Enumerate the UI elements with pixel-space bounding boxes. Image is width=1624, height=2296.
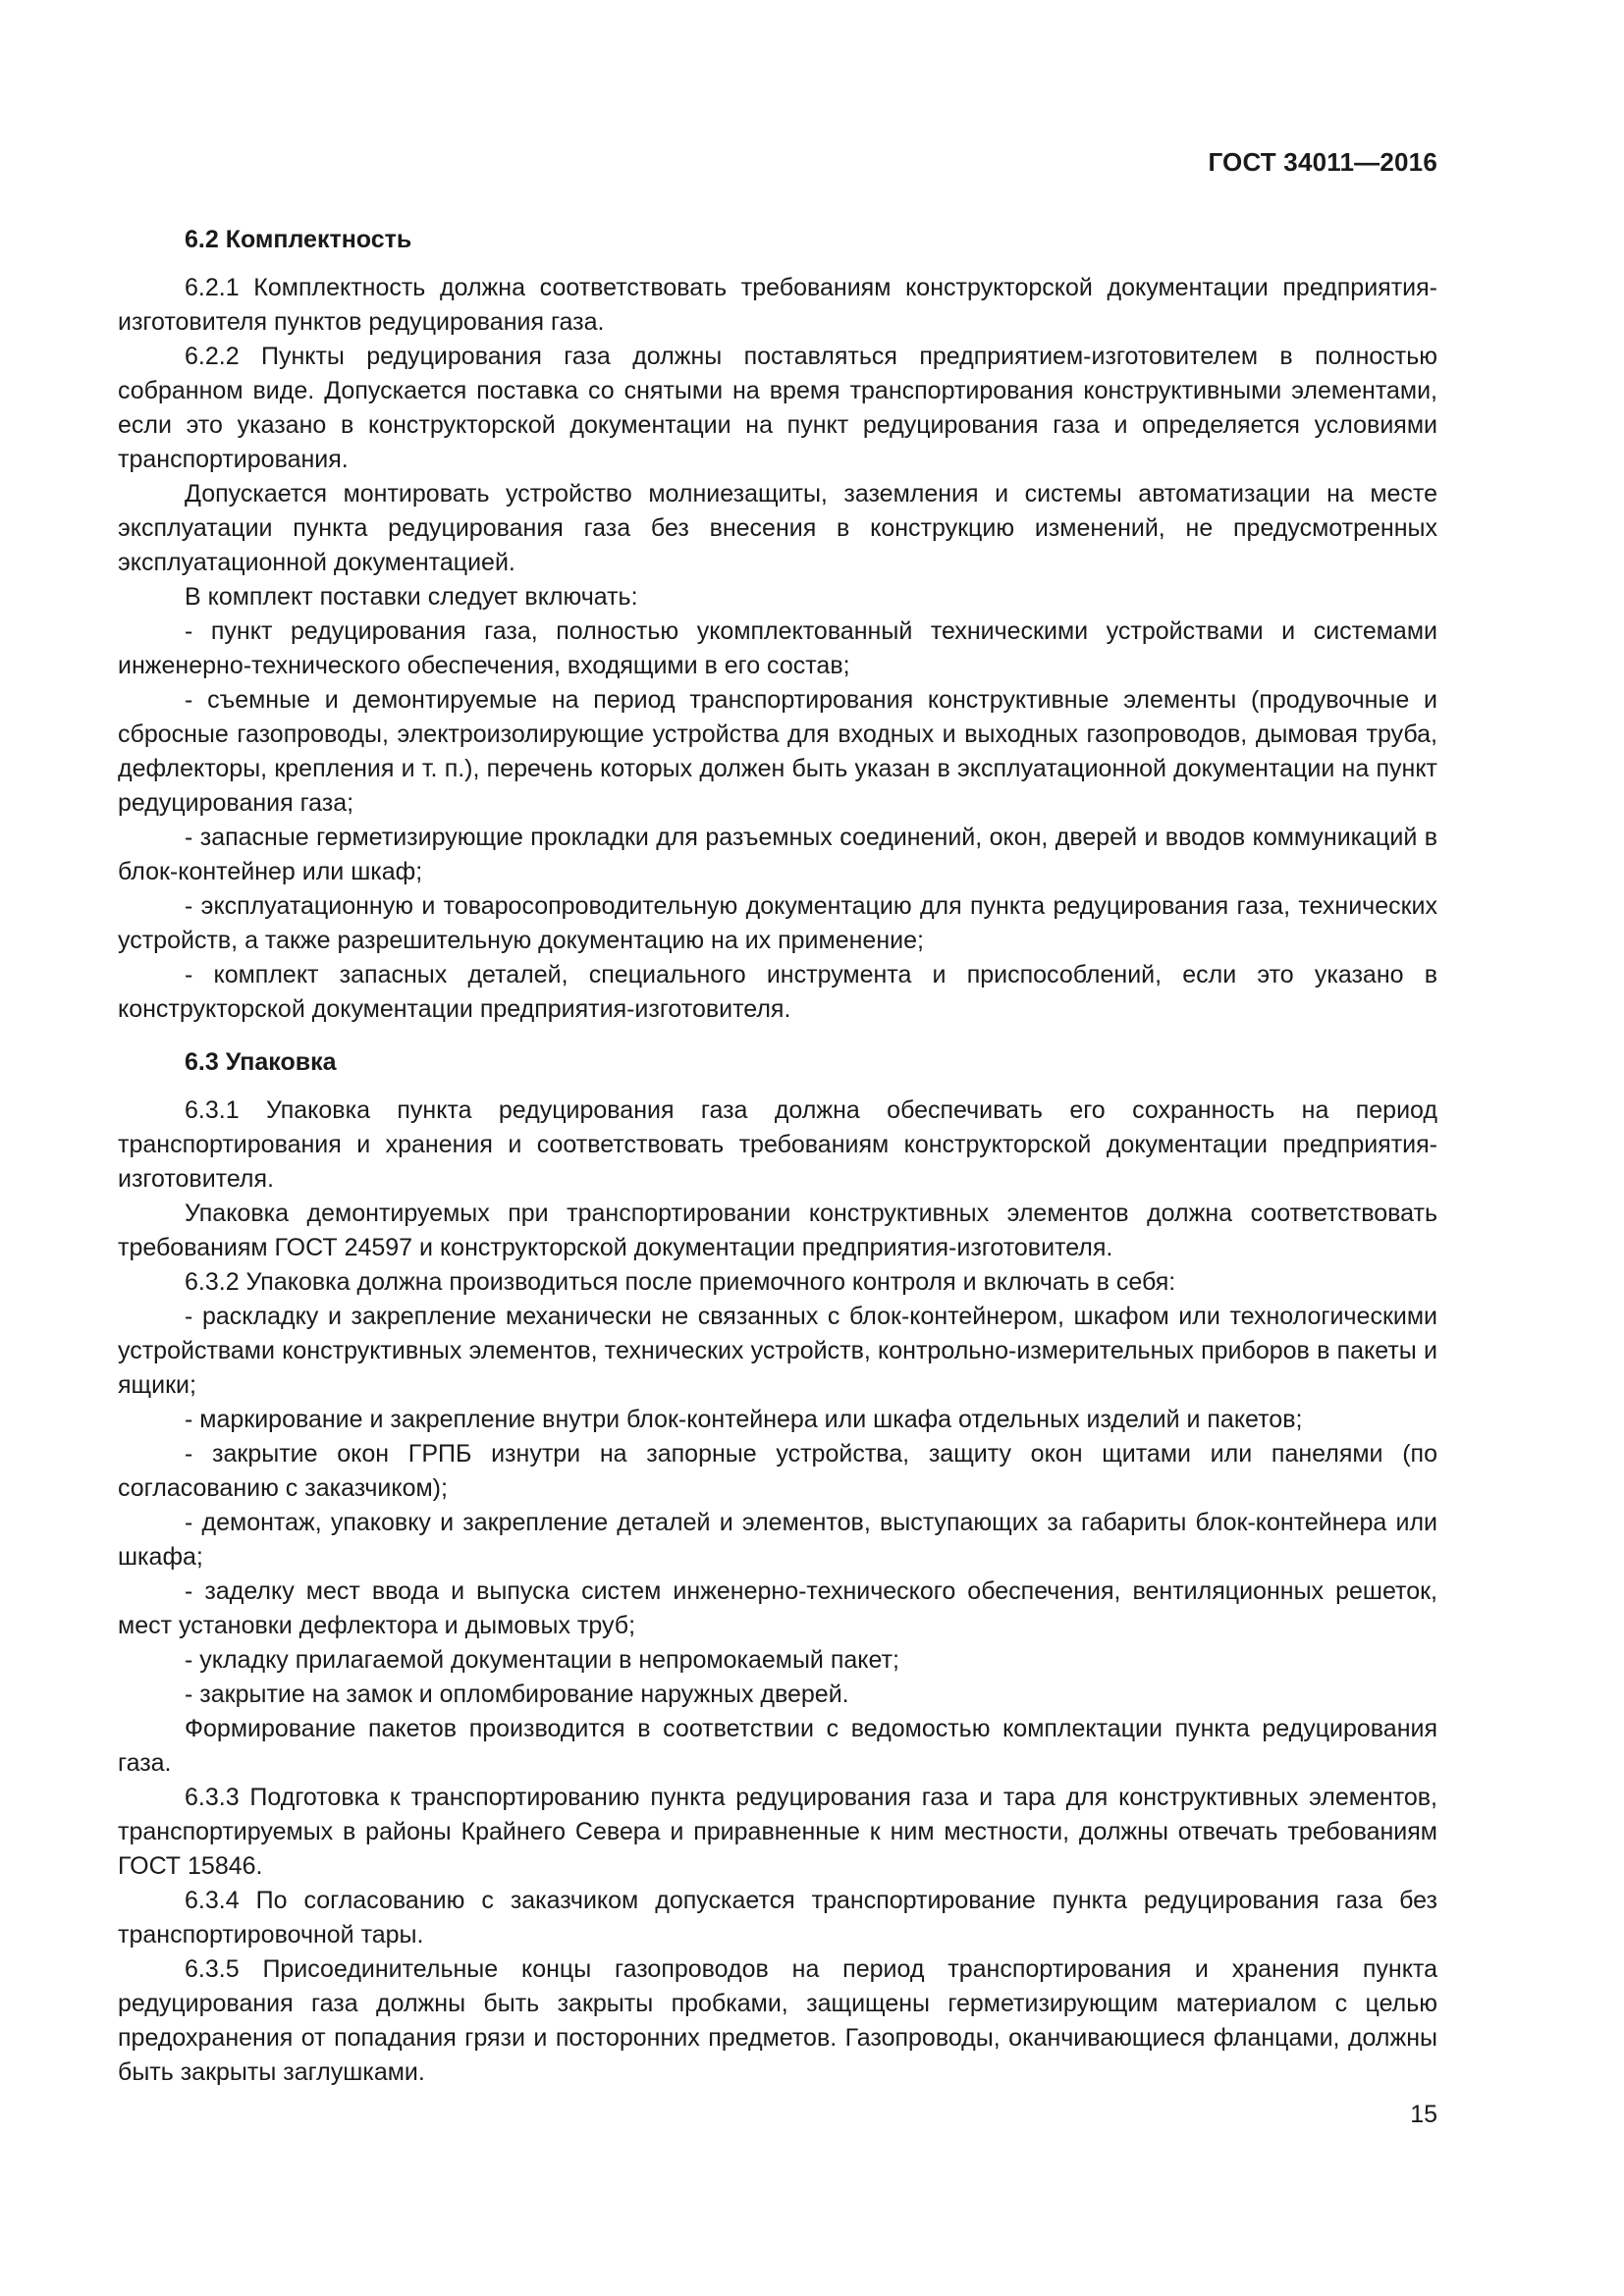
- list-item: - заделку мест ввода и выпуска систем инженерно-технического обеспечения, вентиляционных решеток, мест установки дефлектора и дымовых труб;: [118, 1577, 1437, 1639]
- paragraph: 6.3.2 Упаковка должна производиться после приемочного контроля и включать в себя:: [185, 1268, 1176, 1296]
- paragraph: 6.3.4 По согласованию с заказчиком допускается транспортирование пункта редуцирования газа без транспортировочной тары.: [118, 1887, 1437, 1949]
- list-item: - демонтаж, упаковку и закрепление деталей и элементов, выступающих за габариты блок-контейнера или шкафа;: [118, 1509, 1437, 1571]
- document-body: [118, 222, 1437, 2090]
- paragraph: 6.2.2 Пункты редуцирования газа должны поставляться предприятием-изготовителем в полностью собранном виде. Допускается поставка со снятыми на время транспортирования конструктивными элементами, если это указано в конструкторской документации на пункт редуцирования газа и определяется условиями транспортирования.: [118, 343, 1437, 473]
- paragraph: Формирование пакетов производится в соответствии с ведомостью комплектации пункта редуцирования газа.: [118, 1715, 1437, 1777]
- list-item: - запасные герметизирующие прокладки для разъемных соединений, окон, дверей и вводов коммуникаций в блок-контейнер или шкаф;: [118, 824, 1437, 885]
- paragraph: Упаковка демонтируемых при транспортировании конструктивных элементов должна соответствовать требованиям ГОСТ 24597 и конструкторской документации предприятия-изготовителя.: [118, 1200, 1437, 1261]
- paragraph: 6.2.1 Комплектность должна соответствовать требованиям конструкторской документации предприятия-изготовителя пунктов редуцирования газа.: [118, 274, 1437, 336]
- list-item: - комплект запасных деталей, специального инструмента и приспособлений, если это указано в конструкторской документации предприятия-изготовителя.: [118, 961, 1437, 1023]
- list-item: - маркирование и закрепление внутри блок-контейнера или шкафа отдельных изделий и пакетов;: [185, 1406, 1303, 1433]
- paragraph: 6.3.3 Подготовка к транспортированию пункта редуцирования газа и тара для конструктивных элементов, транспортируемых в районы Крайнего Севера и приравненные к ним местности, должны отвечать требованиям ГОСТ 15846.: [118, 1784, 1437, 1880]
- list-item: - закрытие окон ГРПБ изнутри на запорные устройства, защиту окон щитами или панелями (по согласованию с заказчиком);: [118, 1440, 1437, 1502]
- paragraph: Допускается монтировать устройство молниезащиты, заземления и системы автоматизации на месте эксплуатации пункта редуцирования газа без внесения в конструкцию изменений, не предусмотренных эксплуатационной документацией.: [118, 480, 1437, 576]
- paragraph: 6.3.5 Присоединительные концы газопроводов на период транспортирования и хранения пункта редуцирования газа должны быть закрыты пробками, защищены герметизирующим материалом с целью предохранения от попадания грязи и посторонних предметов. Газопроводы, оканчивающиеся фланцами, должны быть закрыты заглушками.: [118, 1955, 1437, 2086]
- section-heading: 6.2 Комплектность: [185, 226, 412, 253]
- list-item: - укладку прилагаемой документации в непромокаемый пакет;: [185, 1646, 899, 1674]
- list-item: - пункт редуцирования газа, полностью укомплектованный техническими устройствами и системами инженерно-технического обеспечения, входящими в его состав;: [118, 617, 1437, 679]
- section-heading: 6.3 Упаковка: [185, 1048, 337, 1076]
- list-item: - эксплуатационную и товаросопроводительную документацию для пункта редуцирования газа, технических устройств, а также разрешительную документацию на их применение;: [118, 892, 1437, 954]
- list-item: - съемные и демонтируемые на период транспортирования конструктивные элементы (продувочные и сбросные газопроводы, электроизолирующие устройства для входных и выходных газопроводов, дымовая труба, дефлекторы, крепления и т. п.), перечень которых должен быть указан в эксплуатационной документации на пункт редуцирования газа;: [118, 686, 1437, 817]
- document-code: ГОСТ 34011—2016: [1208, 147, 1437, 177]
- list-item: - закрытие на замок и опломбирование наружных дверей.: [185, 1681, 849, 1708]
- paragraph: 6.3.1 Упаковка пункта редуцирования газа должна обеспечивать его сохранность на период транспортирования и хранения и соответствовать требованиям конструкторской документации предприятия-изготовителя.: [118, 1096, 1437, 1193]
- paragraph: В комплект поставки следует включать:: [185, 583, 638, 611]
- page-number: 15: [1410, 2101, 1437, 2128]
- list-item: - раскладку и закрепление механически не связанных с блок-контейнером, шкафом или технологическими устройствами конструктивных элементов, технических устройств, контрольно-измерительных приборов в пакеты и ящики;: [118, 1303, 1437, 1399]
